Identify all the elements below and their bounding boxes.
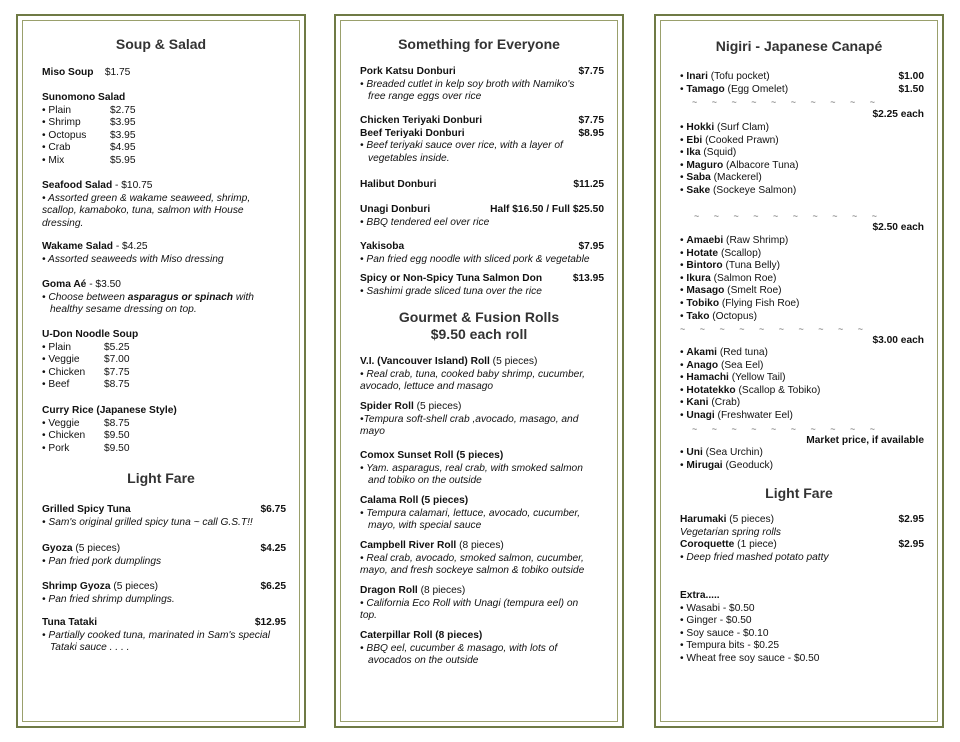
nigiri-item: • Sake (Sockeye Salmon)	[680, 184, 797, 196]
nigiri-item: • Uni (Sea Urchin)	[680, 447, 763, 458]
menu-item-yakisoba: Yakisoba $7.95 • Pan fried egg noodle with sliced pork & vegetable	[360, 241, 604, 265]
section-title-light-fare: Light Fare	[127, 470, 195, 486]
item-desc: Tataki sauce . . . .	[50, 642, 130, 654]
nigiri-group-3	[680, 235, 924, 336]
menu-item-wakame-salad: Wakame Salad - $4.25 • Assorted seaweeds with Miso dressing	[42, 241, 286, 266]
section-title-nigiri: Nigiri - Japanese Canapé	[715, 38, 883, 54]
option-row: • Pork $9.50	[42, 442, 130, 454]
menu-item-dragon-roll: Dragon Roll (8 pieces) • California Eco Roll with Unagi (tempura eel) on top.	[360, 585, 604, 623]
item-desc: • Deep fried mashed potato patty	[680, 551, 829, 563]
item-desc: and tobiko on the outside	[368, 475, 482, 487]
menu-panel-soup-salad	[16, 14, 306, 728]
section-title-light-fare-2: Light Fare	[765, 485, 833, 501]
market-price-label: Market price, if available	[806, 435, 924, 446]
item-desc: top.	[360, 610, 377, 622]
price-tier-label: $2.25 each	[872, 109, 924, 120]
item-desc: • Assorted green & wakame seaweed, shrimp,	[42, 192, 251, 204]
option-row: • Mix $5.95	[42, 154, 136, 166]
nigiri-item: • Masago (Smelt Roe)	[680, 285, 782, 297]
option-row: • Crab $4.95	[42, 142, 136, 154]
menu-item-comox-sunset-roll: Comox Sunset Roll (5 pieces) • Yam. asparagus, real crab, with smoked salmon and tobiko on the outside	[360, 450, 604, 488]
price-tier-label: $2.50 each	[872, 222, 924, 233]
option-row: • Veggie $8.75	[42, 417, 130, 429]
nigiri-item: • Inari (Tofu pocket) $1.00	[680, 71, 924, 82]
menu-item-halibut-donburi: Halibut Donburi $11.25	[360, 179, 604, 190]
option-row: • Plain $2.75	[42, 104, 136, 116]
menu-item-goma-ae: Goma Aé - $3.50 • Choose between asparagus or spinach with healthy sesame dressing on top.	[42, 279, 286, 317]
nigiri-group-5	[680, 447, 924, 472]
menu-item-gyoza: Gyoza (5 pieces) $4.25 • Pan fried pork dumplings	[42, 543, 286, 567]
item-desc: • Sashimi grade sliced tuna over the rice	[360, 285, 542, 297]
extra-item: • Wasabi - $0.50	[680, 602, 755, 614]
nigiri-item: • Tobiko (Flying Fish Roe)	[680, 297, 800, 309]
menu-item-sunomono	[42, 92, 286, 168]
nigiri-item: • Mirugai (Geoduck)	[680, 459, 774, 471]
section-subtitle-roll-price: $9.50 each roll	[430, 326, 528, 342]
item-desc: • Breaded cutlet in kelp soy broth with Namiko's	[360, 78, 575, 90]
menu-item-campbell-river-roll: Campbell River Roll (8 pieces) • Real crab, avocado, smoked salmon, cucumber, mayo, and fresh sockeye salmon & tobiko outside	[360, 540, 604, 578]
item-desc: • Beef teriyaki sauce over rice, with a layer of	[360, 140, 563, 152]
menu-panel-donburi-rolls	[334, 14, 624, 728]
item-desc: • Real crab, avocado, smoked salmon, cucumber,	[360, 552, 584, 564]
menu-item-udon: U-Don Noodle Soup • Plain $5.25 • Veggie $7.00 • Chicken $7.75 • Beef $8.75	[42, 329, 286, 392]
menu-item-pork-katsu: Pork Katsu Donburi $7.75 • Breaded cutlet in kelp soy broth with Namiko's free range eggs over rice	[360, 66, 604, 103]
item-desc: dressing.	[42, 217, 84, 229]
nigiri-item: • Ika (Squid)	[680, 147, 737, 159]
item-desc: • BBQ eel, cucumber & masago, with lots of	[360, 642, 558, 654]
item-desc: avocado, lettuce and masago	[360, 381, 494, 393]
extra-item: • Tempura bits - $0.25	[680, 640, 780, 652]
nigiri-group-1	[680, 71, 924, 109]
item-desc: • Pan fried pork dumplings	[42, 555, 162, 567]
tilde-divider: ~ ~ ~ ~ ~ ~ ~ ~ ~ ~	[680, 324, 864, 335]
item-desc: • Partially cooked tuna, marinated in Sam's special	[42, 629, 271, 641]
tilde-divider: ~ ~ ~ ~ ~ ~ ~ ~ ~ ~	[694, 211, 878, 221]
item-desc: • Pan fried egg noodle with sliced pork & vegetable	[360, 253, 590, 265]
menu-item-vi-roll: V.I. (Vancouver Island) Roll (5 pieces) • Real crab, tuna, cooked baby shrimp, cucumber, avocado, lettuce and masago	[360, 356, 604, 394]
nigiri-group-4	[680, 347, 924, 435]
option-list	[42, 418, 286, 456]
menu-item-miso-soup: Miso Soup $1.75	[42, 67, 131, 78]
nigiri-item: • Hamachi (Yellow Tail)	[680, 372, 786, 384]
menu-item-curry-rice: Curry Rice (Japanese Style) • Veggie $8.75 • Chicken $9.50 • Pork $9.50	[42, 405, 286, 455]
option-list	[42, 342, 286, 392]
option-row: • Chicken $9.50	[42, 430, 130, 442]
nigiri-item: • Hotate (Scallop)	[680, 247, 762, 259]
menu-item-calama-roll: Calama Roll (5 pieces) • Tempura calamari, lettuce, avocado, cucumber, mayo, with special sauce	[360, 495, 604, 533]
menu-item-spider-roll: Spider Roll (5 pieces) •Tempura soft-shell crab ,avocado, masago, and mayo	[360, 401, 604, 439]
item-desc: free range eggs over rice	[368, 91, 482, 103]
item-desc: • Yam. asparagus, real crab, with smoked salmon	[360, 462, 583, 474]
nigiri-item: • Unagi (Freshwater Eel)	[680, 409, 793, 421]
section-title-gourmet-rolls: Gourmet & Fusion Rolls	[398, 309, 560, 325]
item-desc: mayo, and fresh sockeye salmon & tobiko outside	[360, 565, 585, 577]
item-desc: avocados on the outside	[368, 655, 479, 667]
menu-item-shrimp-gyoza: Shrimp Gyoza (5 pieces) $6.25 • Pan fried shrimp dumplings.	[42, 581, 286, 605]
nigiri-item: • Maguro (Albacore Tuna)	[680, 159, 799, 171]
nigiri-item: • Anago (Sea Eel)	[680, 359, 764, 371]
menu-item-tuna-tataki: Tuna Tataki $12.95 • Partially cooked tuna, marinated in Sam's special Tataki sauce . . . .	[42, 617, 286, 654]
nigiri-item: • Ikura (Salmon Roe)	[680, 272, 777, 284]
nigiri-group-2	[680, 122, 924, 198]
item-desc: • Assorted seaweeds with Miso dressing	[42, 253, 224, 265]
menu-item-caterpillar-roll: Caterpillar Roll (8 pieces) • BBQ eel, cucumber & masago, with lots of avocados on the outside	[360, 630, 604, 668]
menu-item-seafood-salad: Seafood Salad - $10.75 • Assorted green & wakame seaweed, shrimp, scallop, kamaboko, tuna, salmon with House dressing.	[42, 180, 286, 230]
extras-list	[680, 590, 924, 666]
nigiri-item: • Saba (Mackerel)	[680, 172, 762, 184]
item-desc: healthy sesame dressing on top.	[50, 304, 197, 316]
option-row: • Plain $5.25	[42, 341, 130, 353]
option-row: • Beef $8.75	[42, 379, 130, 391]
price-tier-label: $3.00 each	[872, 335, 924, 346]
nigiri-item: • Hotatekko (Scallop & Tobiko)	[680, 384, 821, 396]
nigiri-item: • Hokki (Surf Clam)	[680, 122, 770, 133]
item-desc: • California Eco Roll with Unagi (tempura eel) on	[360, 597, 579, 609]
section-title-soup-salad: Soup & Salad	[115, 36, 207, 52]
menu-item-teriyaki-donburi: Chicken Teriyaki Donburi $7.75 Beef Teriyaki Donburi $8.95 • Beef teriyaki sauce over rice, with a layer of vegetables inside.	[360, 115, 604, 164]
item-desc: mayo, with special sauce	[368, 520, 482, 532]
section-title-something-for-everyone: Something for Everyone	[398, 36, 560, 52]
nigiri-item: • Kani (Crab)	[680, 397, 741, 409]
nigiri-item: • Ebi (Cooked Prawn)	[680, 134, 779, 146]
item-desc: • Pan fried shrimp dumplings.	[42, 593, 175, 605]
item-desc: scallop, kamaboko, tuna, salmon with House	[42, 205, 244, 217]
item-desc: • Sam's original grilled spicy tuna ~ call G.S.T!!	[42, 516, 253, 528]
nigiri-item: • Bintoro (Tuna Belly)	[680, 260, 780, 272]
nigiri-item: • Tako (Octopus)	[680, 310, 757, 322]
menu-item-grilled-spicy-tuna: Grilled Spicy Tuna $6.75 • Sam's original grilled spicy tuna ~ call G.S.T!!	[42, 504, 286, 528]
tilde-divider: ~ ~ ~ ~ ~ ~ ~ ~ ~ ~	[692, 423, 876, 434]
extra-item: • Soy sauce - $0.10	[680, 627, 769, 639]
tilde-divider: ~ ~ ~ ~ ~ ~ ~ ~ ~ ~	[692, 97, 876, 108]
item-desc: Vegetarian spring rolls	[680, 526, 781, 538]
item-desc: •Tempura soft-shell crab ,avocado, masago, and	[360, 413, 579, 425]
extras-title: Extra.....	[680, 590, 720, 601]
extra-item: • Ginger - $0.50	[680, 615, 752, 627]
option-row: • Shrimp $3.95	[42, 117, 136, 129]
option-row: • Veggie $7.00	[42, 354, 130, 366]
item-title: Sunomono Salad	[42, 92, 126, 103]
item-desc: • Tempura calamari, lettuce, avocado, cucumber,	[360, 507, 581, 519]
item-desc: • Real crab, tuna, cooked baby shrimp, cucumber,	[360, 368, 585, 380]
nigiri-item: • Amaebi (Raw Shrimp)	[680, 235, 789, 246]
item-desc: vegetables inside.	[368, 152, 450, 164]
nigiri-item: • Tamago (Egg Omelet) $1.50	[680, 83, 924, 95]
nigiri-item: • Akami (Red tuna)	[680, 347, 768, 358]
menu-item-tuna-salmon-don: Spicy or Non-Spicy Tuna Salmon Don $13.95 • Sashimi grade sliced tuna over the rice	[360, 273, 604, 297]
item-desc: mayo	[360, 426, 385, 438]
option-row: • Chicken $7.75	[42, 366, 130, 378]
menu-item-coroquette: Coroquette (1 piece) $2.95 • Deep fried mashed potato patty	[680, 539, 924, 563]
extra-item: • Wheat free soy sauce - $0.50	[680, 652, 820, 664]
option-list	[42, 105, 286, 168]
menu-item-unagi-donburi: Unagi Donburi Half $16.50 / Full $25.50 • BBQ tendered eel over rice	[360, 204, 604, 228]
menu-item-harumaki: Harumaki (5 pieces) $2.95 Vegetarian spring rolls	[680, 514, 924, 538]
option-row: • Octopus $3.95	[42, 129, 136, 141]
menu-panel-nigiri	[654, 14, 944, 728]
item-desc: • Choose between asparagus or spinach with	[42, 291, 254, 303]
item-desc: • BBQ tendered eel over rice	[360, 216, 490, 228]
